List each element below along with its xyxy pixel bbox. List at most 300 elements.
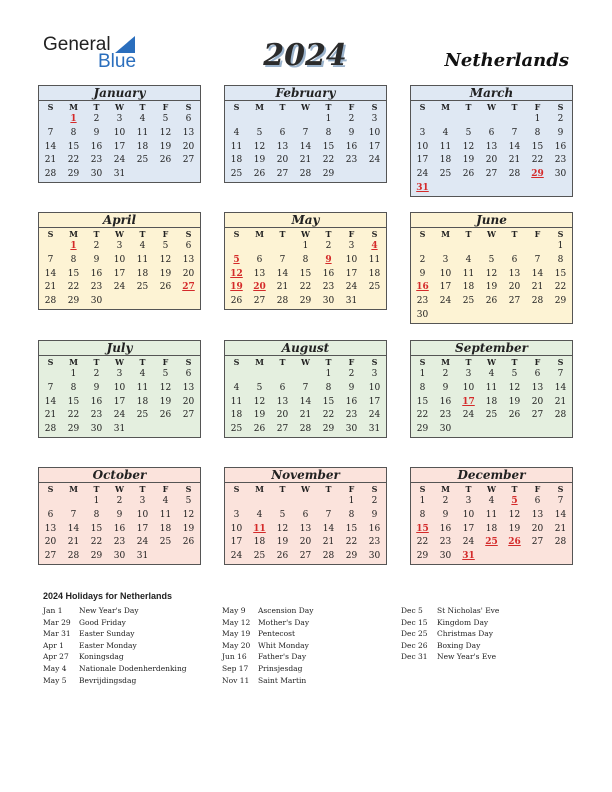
day-cell: 18 xyxy=(485,396,498,407)
day-cell: 6 xyxy=(511,254,518,265)
day-cell: 22 xyxy=(322,155,335,166)
holiday-name: Koningsdag xyxy=(79,652,124,662)
day-cell: 3 xyxy=(419,127,426,138)
day-cell: 14 xyxy=(67,523,80,534)
day-cell: 7 xyxy=(47,254,54,265)
day-cell: 1 xyxy=(70,369,77,379)
holiday-day: 20 xyxy=(253,282,266,293)
weekday-label: T xyxy=(279,102,286,112)
empty-cell xyxy=(225,368,248,382)
weekday-label: S xyxy=(185,484,192,494)
day-cell: 10 xyxy=(230,523,243,534)
brand-name-blue: Blue xyxy=(98,51,137,72)
day-cell: 7 xyxy=(534,254,541,265)
day-cell: 12 xyxy=(508,382,521,393)
holiday-day: 27 xyxy=(182,282,195,293)
day-cell: 11 xyxy=(462,268,475,279)
empty-cell xyxy=(39,495,62,509)
holiday-day: 26 xyxy=(508,537,521,548)
month-name: April xyxy=(39,213,200,228)
day-cell: 29 xyxy=(67,169,80,180)
day-cell: 10 xyxy=(136,509,149,520)
day-cell: 27 xyxy=(182,155,195,166)
holiday-row xyxy=(43,628,187,640)
day-cell: 6 xyxy=(279,382,286,393)
holiday-row xyxy=(43,651,187,663)
day-cell: 31 xyxy=(345,296,358,307)
weekday-label: F xyxy=(162,102,169,112)
day-cell: 2 xyxy=(93,369,100,379)
day-cell: 5 xyxy=(162,369,169,379)
day-cell: 28 xyxy=(299,169,312,180)
day-grid xyxy=(225,495,386,564)
empty-cell xyxy=(503,113,526,127)
day-grid xyxy=(39,240,200,309)
day-cell: 24 xyxy=(136,537,149,548)
day-cell: 1 xyxy=(534,114,541,124)
day-cell: 17 xyxy=(416,155,429,166)
day-cell: 29 xyxy=(345,551,358,562)
empty-cell xyxy=(39,240,62,254)
day-cell: 11 xyxy=(439,141,452,152)
month-april xyxy=(38,212,201,310)
day-cell: 23 xyxy=(416,296,429,307)
empty-cell xyxy=(39,368,62,382)
holiday-day: 9 xyxy=(325,254,332,265)
weekday-label: F xyxy=(348,357,355,367)
month-name: December xyxy=(411,468,572,483)
holiday-day: 5 xyxy=(511,496,518,506)
day-cell: 27 xyxy=(276,169,289,180)
weekday-label: S xyxy=(371,229,378,239)
day-cell: 13 xyxy=(182,382,195,393)
holiday-date: Sep 17 xyxy=(222,663,249,673)
day-cell: 30 xyxy=(90,424,103,435)
day-cell: 15 xyxy=(345,523,358,534)
day-cell: 30 xyxy=(90,296,103,307)
weekday-header xyxy=(225,101,386,113)
day-cell: 20 xyxy=(182,141,195,152)
day-cell: 26 xyxy=(159,155,172,166)
day-cell: 29 xyxy=(67,424,80,435)
weekday-header xyxy=(39,101,200,113)
holiday-day: 19 xyxy=(230,282,243,293)
day-cell: 28 xyxy=(508,169,521,180)
day-cell: 14 xyxy=(508,141,521,152)
holiday-row xyxy=(222,675,313,687)
day-cell: 13 xyxy=(485,141,498,152)
day-cell: 10 xyxy=(113,127,126,138)
day-cell: 20 xyxy=(276,410,289,421)
day-cell: 28 xyxy=(299,424,312,435)
day-cell: 12 xyxy=(159,127,172,138)
day-cell: 27 xyxy=(44,551,57,562)
day-cell: 14 xyxy=(554,509,567,520)
day-cell: 10 xyxy=(113,254,126,265)
holiday-name: Bevrijdingsdag xyxy=(79,675,137,685)
weekday-header xyxy=(225,228,386,240)
holiday-date: May 19 xyxy=(222,629,251,639)
empty-cell xyxy=(248,113,271,127)
weekday-label: T xyxy=(465,102,472,112)
weekday-header xyxy=(225,356,386,368)
day-cell: 13 xyxy=(531,509,544,520)
day-cell: 3 xyxy=(116,241,123,251)
holiday-row xyxy=(43,675,187,687)
month-march xyxy=(410,85,573,197)
day-cell: 19 xyxy=(159,141,172,152)
weekday-label: S xyxy=(233,102,240,112)
day-cell: 12 xyxy=(159,382,172,393)
day-cell: 8 xyxy=(325,127,332,138)
holiday-row xyxy=(43,617,187,629)
weekday-label: M xyxy=(255,102,264,112)
day-cell: 23 xyxy=(439,537,452,548)
day-cell: 13 xyxy=(44,523,57,534)
calendar-year: 2024 xyxy=(263,38,347,73)
day-cell: 6 xyxy=(279,127,286,138)
day-cell: 5 xyxy=(162,114,169,124)
day-cell: 4 xyxy=(233,127,240,138)
weekday-label: W xyxy=(301,102,310,112)
day-cell: 3 xyxy=(371,114,378,124)
day-cell: 4 xyxy=(162,496,169,506)
empty-cell xyxy=(39,113,62,127)
weekday-header xyxy=(411,101,572,113)
empty-cell xyxy=(271,495,294,509)
weekday-label: M xyxy=(255,484,264,494)
day-cell: 2 xyxy=(419,254,426,265)
day-cell: 19 xyxy=(253,155,266,166)
empty-cell xyxy=(526,240,549,254)
holiday-date: Jan 1 xyxy=(43,606,63,615)
day-cell: 30 xyxy=(416,309,429,320)
day-cell: 7 xyxy=(557,496,564,506)
holiday-day: 16 xyxy=(416,282,429,293)
holiday-row xyxy=(222,605,313,617)
day-cell: 18 xyxy=(368,268,381,279)
day-cell: 8 xyxy=(70,127,77,138)
day-cell: 10 xyxy=(462,509,475,520)
day-cell: 16 xyxy=(90,141,103,152)
day-cell: 15 xyxy=(416,396,429,407)
day-cell: 18 xyxy=(253,537,266,548)
weekday-label: T xyxy=(325,484,332,494)
holiday-row xyxy=(401,605,499,617)
day-grid xyxy=(411,113,572,196)
weekday-label: S xyxy=(233,229,240,239)
day-cell: 17 xyxy=(439,282,452,293)
day-cell: 9 xyxy=(348,127,355,138)
day-cell: 9 xyxy=(348,382,355,393)
weekday-label: M xyxy=(441,357,450,367)
day-cell: 24 xyxy=(368,410,381,421)
day-cell: 1 xyxy=(348,496,355,506)
weekday-label: T xyxy=(511,229,518,239)
day-cell: 15 xyxy=(90,523,103,534)
day-cell: 22 xyxy=(416,537,429,548)
day-cell: 24 xyxy=(462,410,475,421)
day-cell: 8 xyxy=(419,509,426,520)
weekday-label: S xyxy=(419,484,426,494)
day-cell: 16 xyxy=(439,396,452,407)
empty-cell xyxy=(317,495,340,509)
day-grid xyxy=(225,113,386,182)
holiday-day: 12 xyxy=(230,268,243,279)
day-cell: 24 xyxy=(368,155,381,166)
day-cell: 21 xyxy=(299,155,312,166)
day-cell: 4 xyxy=(488,369,495,379)
day-cell: 17 xyxy=(462,523,475,534)
day-cell: 3 xyxy=(465,496,472,506)
weekday-label: F xyxy=(534,484,541,494)
day-cell: 4 xyxy=(139,369,146,379)
weekday-label: F xyxy=(162,229,169,239)
day-cell: 25 xyxy=(368,282,381,293)
day-cell: 19 xyxy=(508,523,521,534)
day-cell: 10 xyxy=(439,268,452,279)
day-cell: 1 xyxy=(557,241,564,251)
day-cell: 5 xyxy=(511,369,518,379)
weekday-label: M xyxy=(69,229,78,239)
day-cell: 26 xyxy=(462,169,475,180)
weekday-label: M xyxy=(441,229,450,239)
day-cell: 4 xyxy=(442,127,449,138)
day-cell: 23 xyxy=(439,410,452,421)
day-cell: 29 xyxy=(299,296,312,307)
weekday-label: S xyxy=(371,357,378,367)
month-name: August xyxy=(225,341,386,356)
day-cell: 22 xyxy=(67,282,80,293)
day-cell: 7 xyxy=(279,254,286,265)
day-cell: 22 xyxy=(345,537,358,548)
empty-cell xyxy=(434,113,457,127)
month-may xyxy=(224,212,387,310)
day-cell: 30 xyxy=(554,169,567,180)
day-cell: 22 xyxy=(531,155,544,166)
day-cell: 28 xyxy=(44,424,57,435)
day-cell: 15 xyxy=(67,268,80,279)
brand-logo xyxy=(43,34,143,74)
month-december xyxy=(410,467,573,565)
day-cell: 18 xyxy=(439,155,452,166)
day-cell: 7 xyxy=(557,369,564,379)
day-grid xyxy=(411,495,572,564)
weekday-label: T xyxy=(139,229,146,239)
holiday-day: 31 xyxy=(462,551,475,562)
weekday-label: S xyxy=(557,484,564,494)
empty-cell xyxy=(503,240,526,254)
weekday-label: F xyxy=(348,484,355,494)
holiday-day: 29 xyxy=(531,169,544,180)
holiday-date: May 5 xyxy=(43,675,67,685)
day-cell: 12 xyxy=(462,141,475,152)
day-cell: 1 xyxy=(302,241,309,251)
weekday-label: T xyxy=(511,484,518,494)
weekday-label: T xyxy=(139,102,146,112)
day-cell: 8 xyxy=(348,509,355,520)
holiday-day: 5 xyxy=(233,254,240,265)
day-cell: 6 xyxy=(185,241,192,251)
day-cell: 28 xyxy=(322,551,335,562)
weekday-label: T xyxy=(325,357,332,367)
day-cell: 4 xyxy=(488,496,495,506)
day-cell: 21 xyxy=(44,282,57,293)
month-name: September xyxy=(411,341,572,356)
weekday-label: W xyxy=(115,357,124,367)
month-july xyxy=(38,340,201,438)
weekday-header xyxy=(39,356,200,368)
holiday-row xyxy=(401,651,499,663)
day-cell: 20 xyxy=(182,396,195,407)
day-cell: 17 xyxy=(113,396,126,407)
holiday-day: 25 xyxy=(485,537,498,548)
weekday-label: W xyxy=(487,102,496,112)
day-cell: 16 xyxy=(90,268,103,279)
day-cell: 30 xyxy=(90,169,103,180)
day-cell: 5 xyxy=(256,127,263,138)
day-cell: 25 xyxy=(136,410,149,421)
day-cell: 25 xyxy=(462,296,475,307)
day-cell: 6 xyxy=(534,496,541,506)
day-cell: 27 xyxy=(531,537,544,548)
day-cell: 28 xyxy=(276,296,289,307)
day-cell: 24 xyxy=(113,155,126,166)
day-cell: 14 xyxy=(44,141,57,152)
day-cell: 11 xyxy=(230,141,243,152)
holiday-row xyxy=(222,617,313,629)
day-cell: 28 xyxy=(554,410,567,421)
day-cell: 29 xyxy=(416,551,429,562)
weekday-header xyxy=(411,228,572,240)
holiday-name: Easter Monday xyxy=(79,640,137,650)
day-cell: 23 xyxy=(554,155,567,166)
day-cell: 26 xyxy=(253,169,266,180)
day-cell: 7 xyxy=(70,509,77,520)
day-cell: 10 xyxy=(462,382,475,393)
day-cell: 26 xyxy=(159,282,172,293)
month-name: June xyxy=(411,213,572,228)
day-cell: 14 xyxy=(299,396,312,407)
day-cell: 15 xyxy=(67,141,80,152)
day-cell: 8 xyxy=(534,127,541,138)
weekday-label: S xyxy=(233,357,240,367)
day-cell: 14 xyxy=(44,268,57,279)
day-cell: 21 xyxy=(531,282,544,293)
weekday-label: W xyxy=(487,229,496,239)
weekday-label: S xyxy=(47,229,54,239)
holiday-row xyxy=(43,663,187,675)
day-cell: 28 xyxy=(531,296,544,307)
day-cell: 24 xyxy=(113,410,126,421)
day-cell: 25 xyxy=(230,169,243,180)
holiday-day: 15 xyxy=(416,523,429,534)
day-cell: 14 xyxy=(322,523,335,534)
day-cell: 18 xyxy=(485,523,498,534)
day-cell: 19 xyxy=(253,410,266,421)
day-cell: 11 xyxy=(485,509,498,520)
day-cell: 4 xyxy=(465,254,472,265)
holiday-date: Apr 1 xyxy=(43,640,64,650)
day-cell: 14 xyxy=(44,396,57,407)
weekday-label: T xyxy=(93,229,100,239)
weekday-label: M xyxy=(255,357,264,367)
day-cell: 29 xyxy=(322,169,335,180)
weekday-label: T xyxy=(93,102,100,112)
day-cell: 2 xyxy=(116,496,123,506)
holiday-row xyxy=(43,640,187,652)
day-cell: 23 xyxy=(113,537,126,548)
day-cell: 30 xyxy=(113,551,126,562)
day-cell: 30 xyxy=(345,424,358,435)
day-cell: 3 xyxy=(139,496,146,506)
weekday-label: S xyxy=(47,102,54,112)
day-cell: 17 xyxy=(230,537,243,548)
weekday-label: T xyxy=(465,229,472,239)
holiday-date: Nov 11 xyxy=(222,675,250,685)
day-cell: 1 xyxy=(419,496,426,506)
empty-cell xyxy=(248,495,271,509)
day-cell: 21 xyxy=(508,155,521,166)
day-cell: 12 xyxy=(253,396,266,407)
day-cell: 12 xyxy=(485,268,498,279)
day-cell: 18 xyxy=(462,282,475,293)
month-january xyxy=(38,85,201,183)
day-cell: 6 xyxy=(534,369,541,379)
day-cell: 3 xyxy=(233,509,240,520)
weekday-header xyxy=(411,356,572,368)
day-cell: 6 xyxy=(185,114,192,124)
weekday-label: T xyxy=(279,229,286,239)
holiday-date: Mar 29 xyxy=(43,617,71,627)
day-cell: 4 xyxy=(233,382,240,393)
empty-cell xyxy=(411,113,434,127)
day-grid xyxy=(411,368,572,437)
weekday-label: S xyxy=(557,102,564,112)
weekday-label: F xyxy=(534,229,541,239)
day-cell: 19 xyxy=(276,537,289,548)
holiday-date: Dec 31 xyxy=(401,652,428,662)
day-cell: 1 xyxy=(93,496,100,506)
day-cell: 2 xyxy=(348,114,355,124)
empty-cell xyxy=(225,495,248,509)
day-cell: 25 xyxy=(136,282,149,293)
day-cell: 9 xyxy=(557,127,564,138)
day-cell: 21 xyxy=(44,155,57,166)
day-cell: 14 xyxy=(531,268,544,279)
empty-cell xyxy=(225,240,248,254)
day-cell: 2 xyxy=(557,114,564,124)
holiday-day: 17 xyxy=(462,396,475,407)
day-grid xyxy=(39,495,200,564)
day-cell: 27 xyxy=(485,169,498,180)
day-cell: 16 xyxy=(554,141,567,152)
day-cell: 3 xyxy=(442,254,449,265)
day-cell: 7 xyxy=(47,382,54,393)
day-cell: 22 xyxy=(67,410,80,421)
day-cell: 10 xyxy=(345,254,358,265)
day-cell: 22 xyxy=(322,410,335,421)
month-september xyxy=(410,340,573,438)
day-cell: 11 xyxy=(230,396,243,407)
day-cell: 20 xyxy=(299,537,312,548)
month-name: February xyxy=(225,86,386,101)
holiday-date: May 12 xyxy=(222,617,251,627)
day-cell: 8 xyxy=(302,254,309,265)
day-cell: 26 xyxy=(182,537,195,548)
day-cell: 23 xyxy=(368,537,381,548)
day-cell: 30 xyxy=(322,296,335,307)
